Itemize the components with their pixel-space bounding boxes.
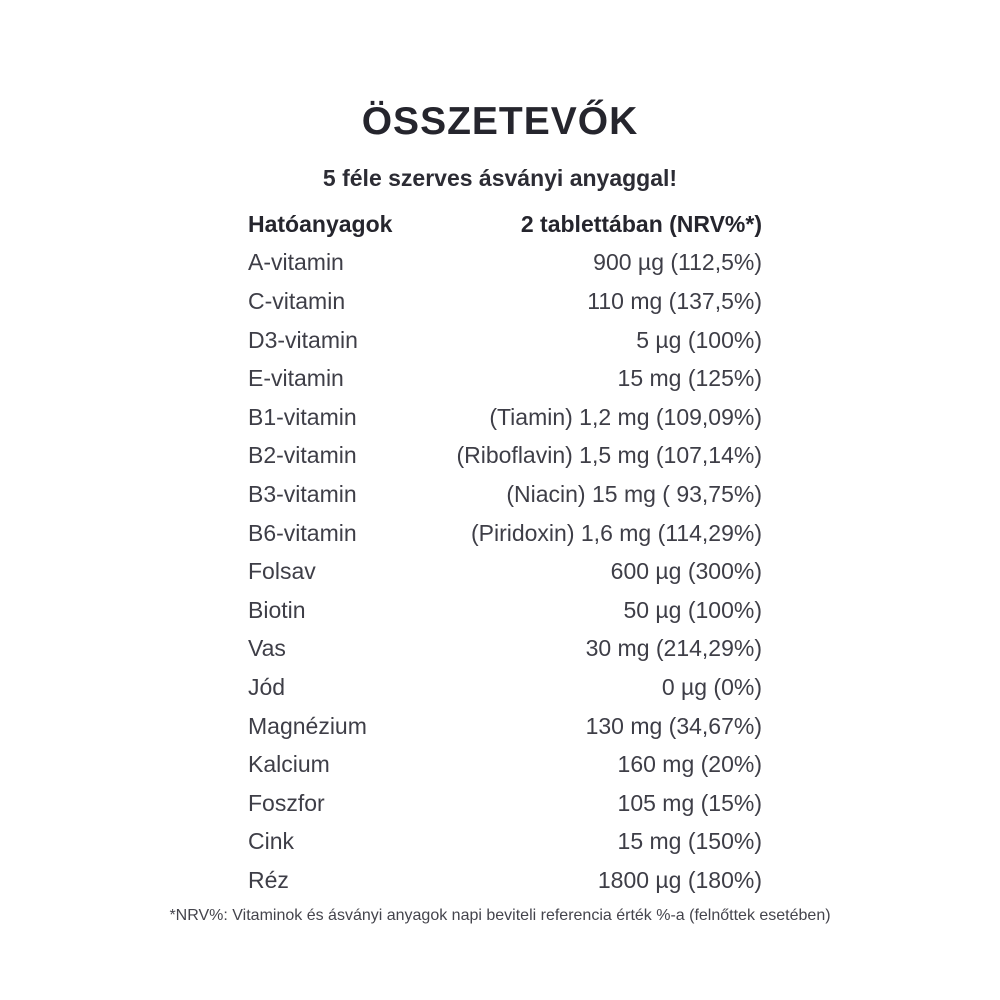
ingredient-name: B1-vitamin <box>248 403 357 430</box>
page-title: ÖSSZETEVŐK <box>361 100 639 143</box>
nrv-footnote: *NRV%: Vitaminok és ásványi anyagok napi beviteli referencia érték %-a (felnőttek esetében) <box>169 907 831 924</box>
ingredient-value: (Riboflavin) 1,5 mg (107,14%) <box>456 442 762 469</box>
ingredient-value: 50 µg (100%) <box>623 596 762 623</box>
ingredient-value: 600 µg (300%) <box>610 558 762 585</box>
ingredient-name: B3-vitamin <box>248 480 357 507</box>
table-row <box>248 552 762 591</box>
ingredient-value: 110 mg (137,5%) <box>587 287 762 314</box>
table-row <box>248 244 762 283</box>
table-row <box>248 668 762 707</box>
table-row <box>248 475 762 514</box>
table-row <box>248 437 762 476</box>
table-header-ingredient: Hatóanyagok <box>248 210 393 237</box>
ingredient-value: (Niacin) 15 mg ( 93,75%) <box>506 480 762 507</box>
ingredient-name: B2-vitamin <box>248 442 357 469</box>
ingredient-value: 130 mg (34,67%) <box>585 712 762 739</box>
table-row <box>248 282 762 321</box>
ingredient-name: Vas <box>248 635 286 662</box>
ingredient-name: A-vitamin <box>248 249 344 276</box>
ingredient-value: 105 mg (15%) <box>617 789 762 816</box>
ingredient-value: 1800 µg (180%) <box>597 866 762 893</box>
ingredient-value: 5 µg (100%) <box>636 326 762 353</box>
ingredient-name: Réz <box>248 866 289 893</box>
table-row <box>248 861 762 900</box>
ingredient-value: 160 mg (20%) <box>617 751 762 778</box>
table-row <box>248 359 762 398</box>
table-row <box>248 321 762 360</box>
table-header-row <box>248 205 762 244</box>
table-row <box>248 398 762 437</box>
table-row <box>248 707 762 746</box>
ingredient-value: 0 µg (0%) <box>661 673 762 700</box>
ingredient-value: 900 µg (112,5%) <box>593 249 762 276</box>
ingredient-name: Kalcium <box>248 751 330 778</box>
ingredient-value: 15 mg (125%) <box>617 365 762 392</box>
page-subtitle: 5 féle szerves ásványi anyaggal! <box>322 165 678 191</box>
ingredient-name: E-vitamin <box>248 365 344 392</box>
ingredient-name: D3-vitamin <box>248 326 358 353</box>
ingredient-name: Jód <box>248 673 286 700</box>
ingredient-name: Magnézium <box>248 712 367 739</box>
ingredient-value: (Piridoxin) 1,6 mg (114,29%) <box>470 519 762 546</box>
table-row <box>248 745 762 784</box>
ingredient-name: Foszfor <box>248 789 325 816</box>
table-header-amount: 2 tablettában (NRV%*) <box>520 210 762 237</box>
ingredient-name: Folsav <box>248 558 316 585</box>
table-row <box>248 591 762 630</box>
ingredient-value: (Tiamin) 1,2 mg (109,09%) <box>489 403 762 430</box>
table-row <box>248 823 762 862</box>
ingredient-value: 15 mg (150%) <box>617 828 762 855</box>
ingredient-name: B6-vitamin <box>248 519 357 546</box>
ingredients-table-body <box>248 244 762 900</box>
ingredient-value: 30 mg (214,29%) <box>585 635 762 662</box>
ingredients-table <box>248 205 762 900</box>
ingredient-name: Biotin <box>248 596 306 623</box>
ingredient-name: Cink <box>248 828 295 855</box>
table-row <box>248 514 762 553</box>
table-row <box>248 784 762 823</box>
table-row <box>248 630 762 669</box>
ingredient-name: C-vitamin <box>248 287 346 314</box>
